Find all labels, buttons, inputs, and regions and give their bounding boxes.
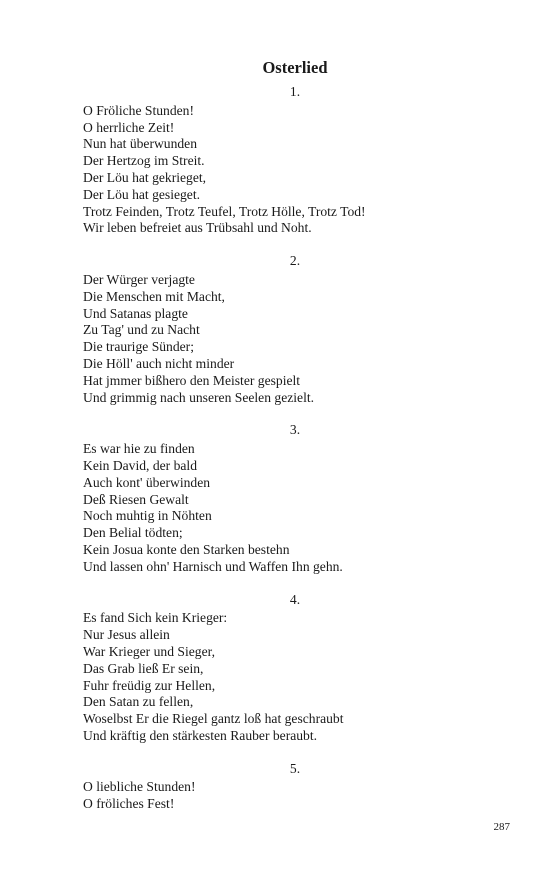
stanza-2: [83, 253, 513, 406]
poem-body: [83, 84, 513, 829]
verse-line: War Krieger und Sieger,: [83, 643, 215, 659]
verse-line: Kein Josua konte den Starken bestehn: [83, 541, 290, 557]
verse-line: Trotz Feinden, Trotz Teufel, Trotz Hölle, Trotz Tod!: [83, 203, 366, 219]
verse-line: O liebliche Stunden!: [83, 779, 196, 795]
verse-line: Und kräftig den stärkesten Rauber beraubt.: [83, 727, 318, 743]
stanza-number: 1.: [289, 84, 301, 99]
verse-line: Der Hertzog im Streit.: [83, 153, 205, 169]
verse-line: Noch muhtig in Nöhten: [83, 508, 212, 524]
verse-line: Die traurige Sünder;: [83, 339, 194, 355]
verse-line: Wir leben befreiet aus Trübsahl und Noht.: [83, 220, 312, 236]
verse-line: Zu Tag' und zu Nacht: [83, 322, 200, 338]
verse-line: Und Satanas plagte: [83, 305, 188, 321]
stanza-4: [83, 592, 513, 745]
verse-line: Den Belial tödten;: [83, 525, 183, 541]
verse-line: Hat jmmer bißhero den Meister gespielt: [83, 372, 301, 388]
verse-line: O herrliche Zeit!: [83, 119, 175, 135]
verse-line: Es fand Sich kein Krieger:: [83, 610, 228, 626]
page-number: 287: [493, 821, 510, 833]
verse-line: Der Löu hat gesieget.: [83, 186, 201, 202]
verse-line: O Fröliche Stunden!: [83, 102, 195, 118]
verse-line: Fuhr freüdig zur Hellen,: [83, 677, 216, 693]
verse-line: Die Menschen mit Macht,: [83, 288, 225, 304]
verse-line: Der Löu hat gekrieget,: [83, 169, 207, 185]
stanza-3: [83, 422, 513, 575]
verse-line: Den Satan zu fellen,: [83, 694, 194, 710]
verse-line: Nun hat überwunden: [83, 136, 198, 152]
stanza-number: 5.: [289, 760, 301, 776]
verse-line: Die Höll' auch nicht minder: [83, 355, 235, 371]
stanza-5: [83, 761, 513, 813]
verse-line: Woselbst Er die Riegel gantz loß hat geschraubt: [83, 711, 344, 727]
verse-line: O fröliches Fest!: [83, 796, 175, 812]
verse-line: Nur Jesus allein: [83, 627, 170, 643]
stanza-number: 3.: [289, 422, 301, 438]
verse-line: Kein David, der bald: [83, 457, 198, 473]
stanza-number: 4.: [289, 591, 301, 607]
verse-line: Und grimmig nach unseren Seelen gezielt.: [83, 389, 315, 405]
verse-line: Deß Riesen Gewalt: [83, 491, 189, 507]
verse-line: Der Würger verjagte: [83, 271, 195, 287]
verse-line: Auch kont' überwinden: [83, 474, 211, 490]
poem-title: Osterlied: [262, 58, 328, 77]
verse-line: Und lassen ohn' Harnisch und Waffen Ihn gehn.: [83, 558, 343, 574]
verse-line: Es war hie zu finden: [83, 441, 195, 457]
stanza-1: [83, 84, 513, 237]
verse-line: Das Grab ließ Er sein,: [83, 660, 204, 676]
stanza-number: 2.: [289, 253, 301, 269]
